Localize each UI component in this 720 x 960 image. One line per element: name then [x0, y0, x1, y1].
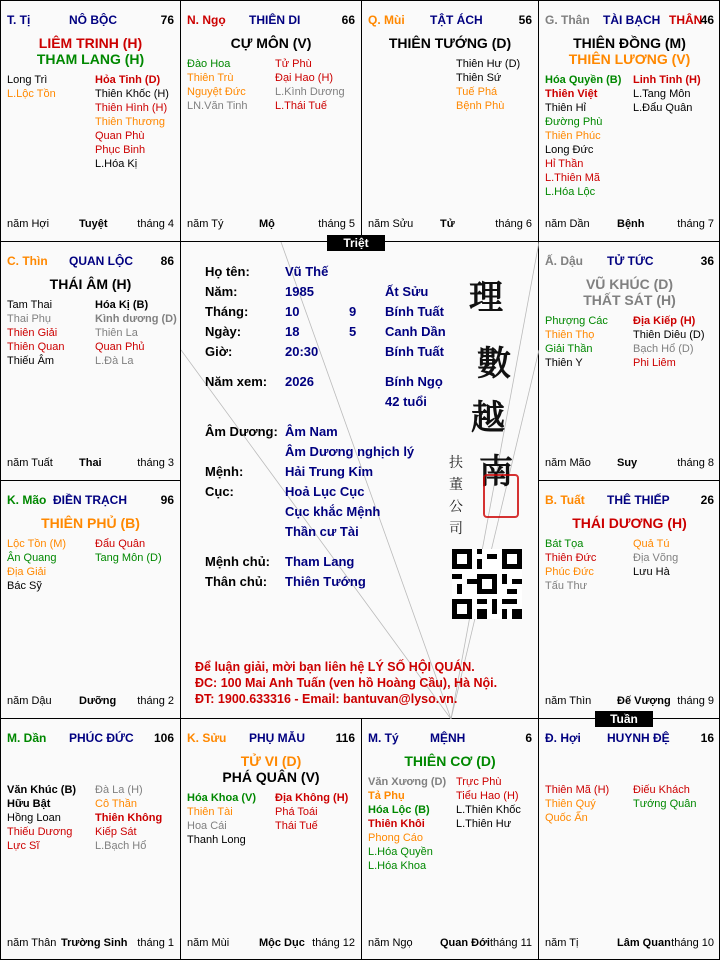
- namxem-value: 2026: [285, 374, 314, 389]
- minor-star: Hóa Lộc (B): [368, 804, 430, 816]
- minor-star: Thiên Khốc (H): [95, 88, 169, 100]
- star-column-left: [7, 298, 64, 368]
- thang-amlich: 9: [349, 304, 357, 319]
- palace-number: 26: [700, 493, 714, 507]
- brand-char-4: 南: [479, 452, 513, 492]
- palace-month: tháng 4: [137, 218, 174, 230]
- gio-label: Giờ:: [205, 344, 233, 359]
- ho-ten-value: Vũ Thế: [285, 264, 329, 279]
- palace-month: tháng 12: [312, 937, 355, 949]
- thang-value: 10: [285, 304, 300, 319]
- palace-number: 6: [525, 731, 532, 745]
- amduong-value2: Âm Dương nghịch lý: [285, 444, 415, 459]
- minor-star: Quốc Ấn: [545, 812, 588, 824]
- amduong-label: Âm Dương:: [205, 424, 278, 439]
- palace-house: TẬT ÁCH: [430, 13, 483, 27]
- minor-star: L.Hóa Quyền: [368, 846, 433, 858]
- ngay-value: 18: [285, 324, 300, 339]
- minor-star: L.Thiên Hư: [456, 818, 512, 830]
- minor-star: Hóa Kị (B): [95, 299, 149, 311]
- minor-star: Cô Thần: [95, 798, 137, 810]
- minor-star: L.Đà La: [95, 355, 134, 367]
- minor-star: Thiên Sứ: [456, 72, 502, 84]
- minor-star: Hóa Khoa (V): [187, 792, 257, 804]
- contact-line-3: ĐT: 1900.633316 - Email: bantuvan@lyso.vn.: [195, 692, 458, 706]
- minor-star: Trực Phù: [456, 776, 502, 788]
- palace-footer: [7, 457, 174, 471]
- star-column-right: [633, 73, 701, 115]
- palace-header: [187, 731, 355, 747]
- nam-canchi: Ất Sửu: [385, 284, 429, 299]
- main-star: THAM LANG (H): [36, 51, 145, 67]
- palace-branch: M. Tý: [368, 731, 399, 745]
- minor-star: Long Đức: [545, 144, 594, 156]
- palace-header: [545, 254, 714, 270]
- palace-suu: [181, 719, 362, 960]
- minor-star: Quả Tú: [633, 538, 670, 550]
- palace-header: [545, 13, 714, 29]
- palace-footer: [545, 695, 714, 709]
- star-column-right: [95, 73, 169, 171]
- palace-year: năm Tý: [187, 218, 224, 230]
- palace-header: [7, 493, 174, 509]
- brand-char-3: 越: [471, 398, 505, 438]
- minor-star: Lộc Tồn (M): [7, 538, 67, 550]
- star-column-left: [545, 537, 596, 593]
- palace-number: 36: [700, 254, 714, 268]
- center-info-panel: [181, 242, 539, 719]
- minor-star: Giải Thần: [545, 343, 593, 355]
- main-star: CỰ MÔN (V): [230, 35, 312, 51]
- minor-star: Đào Hoa: [187, 58, 231, 70]
- palace-number: 16: [700, 731, 714, 745]
- star-column-right: [633, 537, 678, 579]
- cuc-value: Hoả Lục Cục: [285, 484, 365, 499]
- palace-house: THÊ THIẾP: [607, 493, 670, 507]
- namxem-label: Năm xem:: [205, 374, 268, 389]
- minor-star: Địa Giải: [7, 566, 47, 578]
- star-column-left: [187, 791, 256, 847]
- brand-char-1: 理: [469, 278, 503, 318]
- main-star: THIÊN LƯƠNG (V): [568, 51, 691, 67]
- minor-star: L.Hóa Kị: [95, 158, 138, 170]
- main-star: TỬ VI (D): [240, 753, 302, 769]
- palace-than-marker: THÂN: [669, 13, 703, 27]
- palace-number: 46: [700, 13, 714, 27]
- minor-star: Thiên Hỉ: [545, 102, 586, 114]
- minor-star: Thiên Hình (H): [95, 102, 168, 114]
- main-star: LIÊM TRINH (H): [38, 35, 143, 51]
- minor-star: Bệnh Phù: [456, 100, 505, 112]
- palace-stage: Tử: [440, 218, 455, 230]
- minor-star: Thiên Thọ: [545, 329, 595, 341]
- palace-number: 56: [518, 13, 532, 27]
- gio-canchi: Bính Tuất: [385, 344, 444, 359]
- palace-footer: [545, 937, 714, 951]
- minor-star: Văn Khúc (B): [7, 784, 77, 796]
- palace-stage: Tuyệt: [79, 218, 108, 230]
- minor-star: Tả Phụ: [368, 790, 405, 802]
- palace-year: năm Mão: [545, 457, 591, 469]
- palace-footer: [7, 218, 174, 232]
- palace-footer: [545, 457, 714, 471]
- palace-header: [368, 731, 532, 747]
- minor-star: Thiên Quý: [545, 798, 596, 810]
- star-column-right: [275, 791, 348, 833]
- nam-value: 1985: [285, 284, 314, 299]
- minor-star: Thiên Giải: [7, 327, 58, 339]
- palace-stage: Mộc Dục: [259, 937, 305, 949]
- ngay-canchi: Canh Dần: [385, 324, 446, 339]
- minor-star: Thiên Y: [545, 357, 583, 369]
- menh-value: Hải Trung Kim: [285, 464, 374, 479]
- palace-branch: T. Tị: [7, 13, 31, 27]
- minor-star: Thiên La: [95, 327, 138, 339]
- star-column-left: [545, 314, 608, 370]
- star-column-left: [187, 57, 248, 113]
- palace-mao: [1, 481, 181, 719]
- palace-stage: Lâm Quan: [617, 937, 671, 949]
- minor-star: LN.Văn Tinh: [187, 100, 248, 112]
- palace-house: MỆNH: [430, 731, 466, 745]
- main-star: THIÊN TƯỚNG (D): [388, 35, 512, 51]
- ngay-amlich: 5: [349, 324, 357, 339]
- cuc-label: Cục:: [205, 484, 234, 499]
- star-column-right: [633, 314, 705, 370]
- palace-stage: Đế Vượng: [617, 695, 671, 707]
- palace-tuat: [539, 481, 720, 719]
- palace-year: năm Sửu: [368, 218, 414, 230]
- palace-header: [7, 254, 174, 270]
- minor-star: L.Thiên Mã: [545, 172, 601, 184]
- palace-stage: Suy: [617, 457, 638, 469]
- palace-house: PHỤ MẪU: [249, 731, 305, 745]
- palace-branch: C. Thìn: [7, 254, 48, 268]
- minor-star: Thiên Diêu (D): [633, 329, 705, 341]
- palace-number: 96: [160, 493, 174, 507]
- minor-star: Địa Không (H): [275, 792, 349, 804]
- palace-ty: [362, 719, 539, 960]
- palace-number: 116: [335, 731, 355, 745]
- palace-house: TÀI BẠCH: [603, 13, 661, 27]
- palace-stage: Quan Đới: [440, 937, 490, 949]
- minor-star: Phượng Các: [545, 315, 608, 327]
- minor-star: Thiếu Dương: [7, 826, 73, 838]
- nam-label: Năm:: [205, 284, 238, 299]
- palace-ti: [1, 1, 181, 242]
- contact-line-1: Để luận giải, mời bạn liên hệ LÝ SỐ HỘI QUÁN.: [195, 660, 475, 674]
- main-star: THIÊN CƠ (D): [404, 753, 496, 769]
- palace-number: 76: [160, 13, 174, 27]
- minor-star: Quan Phù: [95, 130, 145, 142]
- minor-star: L.Hóa Lộc: [545, 186, 596, 198]
- minor-star: L.Kình Dương: [275, 86, 345, 98]
- palace-branch: N. Ngọ: [187, 13, 226, 27]
- star-column-right: [633, 783, 697, 811]
- minor-star: Phong Cáo: [368, 832, 424, 844]
- minor-star: Thiên Khôi: [368, 818, 425, 830]
- minor-star: Hỉ Thần: [545, 158, 584, 170]
- palace-header: [368, 13, 532, 29]
- palace-house: PHÚC ĐỨC: [69, 731, 134, 745]
- palace-branch: Đ. Hợi: [545, 731, 581, 745]
- brand-subtext: 扶董公司: [449, 455, 463, 537]
- minor-star: Đại Hao (H): [275, 72, 334, 84]
- minor-star: Tử Phù: [275, 58, 312, 70]
- namxem-canchi: Bính Ngọ: [385, 374, 443, 389]
- palace-header: [545, 731, 714, 747]
- palace-year: năm Dậu: [7, 695, 52, 707]
- palace-year: năm Tuất: [7, 457, 53, 469]
- main-star: THIÊN PHỦ (B): [41, 515, 140, 531]
- cuc-value2: Cục khắc Mệnh: [285, 504, 381, 519]
- palace-ngo: [181, 1, 362, 242]
- palace-stage: Trường Sinh: [61, 937, 128, 949]
- palace-branch: K. Mão: [7, 493, 47, 507]
- palace-month: tháng 5: [318, 218, 355, 230]
- ngay-label: Ngày:: [205, 324, 242, 339]
- ho-ten-label: Họ tên:: [205, 264, 250, 279]
- palace-hoi: [539, 719, 720, 960]
- palace-footer: [545, 218, 714, 232]
- star-column-left: [368, 775, 446, 873]
- minor-star: L.Bạch Hổ: [95, 840, 147, 852]
- palace-house: THIÊN DI: [249, 13, 301, 27]
- star-column-right: [456, 57, 520, 113]
- minor-star: Thiên Thương: [95, 116, 166, 128]
- palace-footer: [368, 937, 532, 951]
- minor-star: Thiên Đức: [545, 552, 597, 564]
- minor-star: Kình dương (D): [95, 313, 177, 325]
- brand-seal: [483, 474, 519, 518]
- minor-star: L.Tang Môn: [633, 88, 691, 100]
- palace-header: [187, 13, 355, 29]
- palace-footer: [7, 937, 174, 951]
- palace-month: tháng 2: [137, 695, 174, 707]
- palace-branch: Ấ. Dậu: [545, 254, 584, 268]
- minor-star: Thiên Trù: [187, 72, 234, 84]
- palace-month: tháng 7: [677, 218, 714, 230]
- palace-house: NÔ BỘC: [69, 13, 117, 27]
- minor-star: Tuế Phá: [456, 86, 498, 98]
- minor-star: L.Thiên Khốc: [456, 804, 521, 816]
- star-column-right: [275, 57, 345, 113]
- triet-tag: Triệt: [327, 235, 385, 251]
- thang-canchi: Bính Tuất: [385, 304, 444, 319]
- palace-stage: Dưỡng: [79, 695, 117, 707]
- amduong-value: Âm Nam: [285, 424, 338, 439]
- palace-house: HUYNH ĐỆ: [607, 731, 670, 745]
- minor-star: Lưu Hà: [633, 566, 670, 578]
- palace-house: QUAN LỘC: [69, 254, 133, 268]
- palace-footer: [368, 218, 532, 232]
- minor-star: Thái Tuế: [275, 820, 318, 832]
- palace-number: 86: [160, 254, 174, 268]
- minor-star: L.Lộc Tồn: [7, 88, 56, 100]
- main-star: PHÁ QUÂN (V): [222, 769, 320, 785]
- minor-star: Bát Tọa: [545, 538, 584, 550]
- palace-stage: Mộ: [259, 218, 275, 230]
- palace-month: tháng 8: [677, 457, 714, 469]
- palace-branch: G. Thân: [545, 13, 590, 27]
- palace-year: năm Hợi: [7, 218, 50, 230]
- minor-star: Nguyệt Đức: [187, 86, 246, 98]
- star-column-right: [95, 537, 162, 565]
- palace-month: tháng 1: [137, 937, 174, 949]
- minor-star: Phục Binh: [95, 144, 146, 156]
- minor-star: Thiên Quan: [7, 341, 65, 353]
- minor-star: L.Đẩu Quân: [633, 102, 693, 114]
- main-star: THÁI ÂM (H): [49, 276, 132, 292]
- palace-number: 66: [341, 13, 355, 27]
- main-star: VŨ KHÚC (D): [585, 276, 674, 292]
- menh-label: Mệnh:: [205, 464, 244, 479]
- minor-star: Hỏa Tinh (D): [95, 74, 161, 86]
- menhchu-label: Mệnh chủ:: [205, 554, 270, 569]
- minor-star: Tấu Thư: [545, 580, 588, 592]
- minor-star: Tiểu Hao (H): [456, 790, 519, 802]
- palace-stage: Bệnh: [617, 218, 645, 230]
- qr-code-icon: [452, 549, 522, 619]
- thang-label: Tháng:: [205, 304, 249, 319]
- minor-star: Kiếp Sát: [95, 826, 137, 838]
- palace-house: ĐIỀN TRẠCH: [53, 493, 127, 507]
- palace-than: [539, 1, 720, 242]
- palace-year: năm Thân: [7, 937, 57, 949]
- minor-star: Ân Quang: [7, 552, 57, 564]
- star-column-right: [456, 775, 521, 831]
- palace-month: tháng 10: [671, 937, 714, 949]
- palace-dan: [1, 719, 181, 960]
- palace-year: năm Ngọ: [368, 937, 413, 949]
- palace-dau: [539, 242, 720, 481]
- palace-thin: [1, 242, 181, 481]
- palace-branch: Q. Mùi: [368, 13, 405, 27]
- palace-header: [545, 493, 714, 509]
- palace-year: năm Tị: [545, 937, 579, 949]
- star-column-right: [95, 298, 177, 368]
- minor-star: Phúc Đức: [545, 566, 594, 578]
- minor-star: L.Hóa Khoa: [368, 860, 427, 872]
- star-column-left: [7, 537, 66, 593]
- star-column-left: [545, 73, 621, 199]
- palace-year: năm Dần: [545, 218, 590, 230]
- main-star: THẤT SÁT (H): [583, 292, 676, 308]
- minor-star: Hoa Cái: [187, 820, 227, 832]
- minor-star: Đẩu Quân: [95, 538, 146, 550]
- palace-branch: M. Dần: [7, 731, 47, 745]
- star-column-left: [7, 73, 56, 101]
- star-column-right: [95, 783, 162, 853]
- minor-star: Đà La (H): [95, 784, 143, 796]
- minor-star: Thiên Tài: [187, 806, 233, 818]
- minor-star: Tam Thai: [7, 299, 53, 311]
- palace-header: [7, 731, 174, 747]
- contact-line-2: ĐC: 100 Mai Anh Tuấn (ven hồ Hoàng Cầu), Hà Nội.: [195, 676, 498, 690]
- minor-star: Thiên Phúc: [545, 130, 601, 142]
- main-star: THIÊN ĐỒNG (M): [573, 35, 686, 51]
- palace-stage: Thai: [79, 457, 102, 469]
- palace-branch: K. Sửu: [187, 731, 227, 745]
- minor-star: Bạch Hổ (D): [633, 343, 694, 355]
- minor-star: Thiếu Âm: [7, 355, 55, 367]
- brand-char-2: 數: [477, 344, 511, 384]
- palace-footer: [7, 695, 174, 709]
- palace-year: năm Mùi: [187, 937, 230, 949]
- minor-star: Địa Võng: [633, 552, 679, 564]
- palace-footer: [187, 218, 355, 232]
- gio-value: 20:30: [285, 344, 319, 359]
- menhchu-value: Tham Lang: [285, 554, 355, 569]
- palace-number: 106: [153, 731, 174, 745]
- minor-star: Hữu Bật: [7, 798, 51, 810]
- minor-star: Lực Sĩ: [7, 840, 40, 852]
- minor-star: Tang Môn (D): [95, 552, 162, 564]
- minor-star: Tướng Quân: [633, 798, 697, 810]
- palace-header: [7, 13, 174, 29]
- cuc-value3: Thần cư Tài: [285, 524, 359, 539]
- minor-star: Hồng Loan: [7, 812, 61, 824]
- minor-star: Bác Sỹ: [7, 580, 42, 592]
- star-column-left: [7, 783, 76, 853]
- palace-year: năm Thìn: [545, 695, 592, 707]
- palace-footer: [187, 937, 355, 951]
- minor-star: Điếu Khách: [633, 784, 690, 796]
- tuan-tag: Tuần: [595, 711, 653, 727]
- minor-star: Địa Kiếp (H): [633, 315, 696, 327]
- main-star: THÁI DƯƠNG (H): [572, 515, 687, 531]
- star-column-left: [545, 783, 609, 825]
- thanchu-label: Thân chủ:: [205, 574, 268, 589]
- minor-star: Thiên Hư (D): [456, 58, 521, 70]
- minor-star: Thai Phụ: [7, 313, 52, 325]
- minor-star: Linh Tinh (H): [633, 74, 701, 86]
- minor-star: Phá Toái: [275, 806, 318, 818]
- minor-star: Đường Phù: [545, 116, 603, 128]
- minor-star: Thiên Việt: [545, 88, 598, 100]
- minor-star: Hóa Quyền (B): [545, 74, 622, 86]
- thanchu-value: Thiên Tướng: [285, 574, 366, 589]
- minor-star: Thiên Không: [95, 812, 163, 824]
- palace-house: TỬ TỨC: [607, 254, 654, 268]
- palace-month: tháng 3: [137, 457, 174, 469]
- palace-mui: [362, 1, 539, 242]
- minor-star: L.Thái Tuế: [275, 100, 327, 112]
- minor-star: Long Trì: [7, 74, 48, 86]
- minor-star: Thanh Long: [187, 834, 246, 846]
- palace-month: tháng 11: [489, 937, 532, 949]
- palace-month: tháng 9: [677, 695, 714, 707]
- minor-star: Quan Phủ: [95, 341, 145, 353]
- minor-star: Văn Xương (D): [368, 776, 447, 788]
- minor-star: Thiên Mã (H): [545, 784, 610, 796]
- tuoi-value: 42 tuổi: [385, 394, 427, 409]
- minor-star: Phi Liêm: [633, 357, 676, 369]
- palace-month: tháng 6: [495, 218, 532, 230]
- palace-branch: B. Tuất: [545, 493, 585, 507]
